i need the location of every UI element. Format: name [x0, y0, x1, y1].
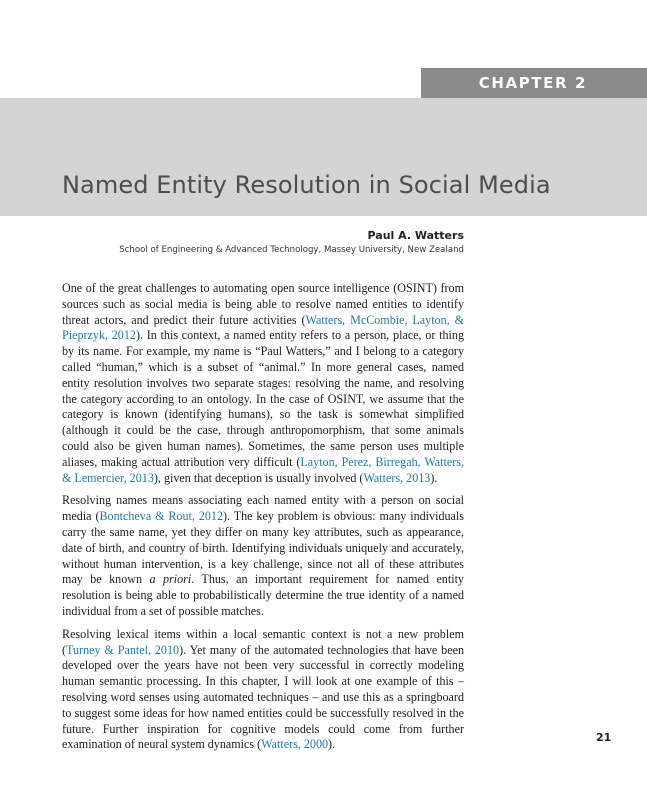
chapter-tab: [421, 68, 647, 98]
paragraph-text: ).: [430, 470, 438, 485]
paragraph-text: One of the great challenges to automating open source intelligence (OSINT) from sources such as social media is being able to resolve named entities to identify threat actors, and predict their future activities (: [62, 281, 464, 327]
author-affiliation: School of Engineering & Advanced Technology, Massey University, New Zealand: [119, 245, 464, 255]
body-paragraph: [62, 493, 464, 619]
citation-link[interactable]: Turney & Pantel, 2010: [66, 642, 180, 657]
paragraph-text: ). In this context, a named entity refers to a person, place, or thing by its name. For example, my name is “Paul Watters,” and I belong to a category called “human,” which is a subset of “animal.” In more general cases, named entity resolution involves two separate stages: resolving the name, and resolving the category according to an ontology. In the case of OSINT, we assume that the category is known (identifying humans), so the task is somewhat simplified (although it could be the case, through anthropomorphism, that some animals could also be given human names). Sometimes, the same person uses multiple aliases, making actual attribution very difficult (: [62, 328, 464, 469]
page-number: 21: [596, 731, 612, 744]
citation-link[interactable]: Watters, 2000: [261, 737, 329, 752]
citation-link[interactable]: Watters, 2013: [363, 470, 431, 485]
author-name: Paul A. Watters: [367, 229, 464, 242]
paragraph-text: Resolving names means associating each named entity with a person on social media (: [62, 493, 464, 524]
paragraph-text: ). The key problem is obvious: many individuals carry the same name, yet they differ on many key attributes, such as appearance, date of birth, and country of birth. Identifying individuals uniquely and accurately, without human intervention, is a key challenge, since not all of these attributes may be known: [62, 509, 464, 587]
paragraph-text: Resolving lexical items within a local semantic context is not a new problem (: [62, 626, 464, 657]
emphasis-text: a priori: [149, 572, 192, 587]
paragraph-text: . Thus, an important requirement for named entity resolution is being able to probabilistically determine the true identity of a named individual from a set of possible matches.: [62, 572, 464, 618]
chapter-title: Named Entity Resolution in Social Media: [62, 171, 551, 199]
paragraph-text: ). Yet many of the automated technologies that have been developed over the years have not been very successful in correctly modeling human semantic processing. In this chapter, I will look at one example of this – resolving word senses using automated techniques – and use this as a springboard to suggest some ideas for how named entities could be successfully resolved in the future. Further inspiration for cognitive models could come from further examination of neural system dynamics (: [62, 642, 464, 752]
citation-link[interactable]: Bontcheva & Rout, 2012: [99, 509, 223, 524]
body-text: [62, 281, 464, 760]
body-paragraph: [62, 281, 464, 486]
title-band: [0, 98, 647, 216]
citation-link[interactable]: Watters, McCombie, Layton, & Pieprzyk, 2012: [62, 312, 465, 343]
chapter-label: CHAPTER 2: [478, 74, 587, 92]
body-paragraph: [62, 627, 464, 753]
citation-link[interactable]: Layton, Perez, Birregah, Watters, & Lemercier, 2013: [62, 454, 464, 485]
paragraph-text: ).: [328, 737, 336, 752]
paragraph-text: ), given that deception is usually involved (: [153, 470, 364, 485]
